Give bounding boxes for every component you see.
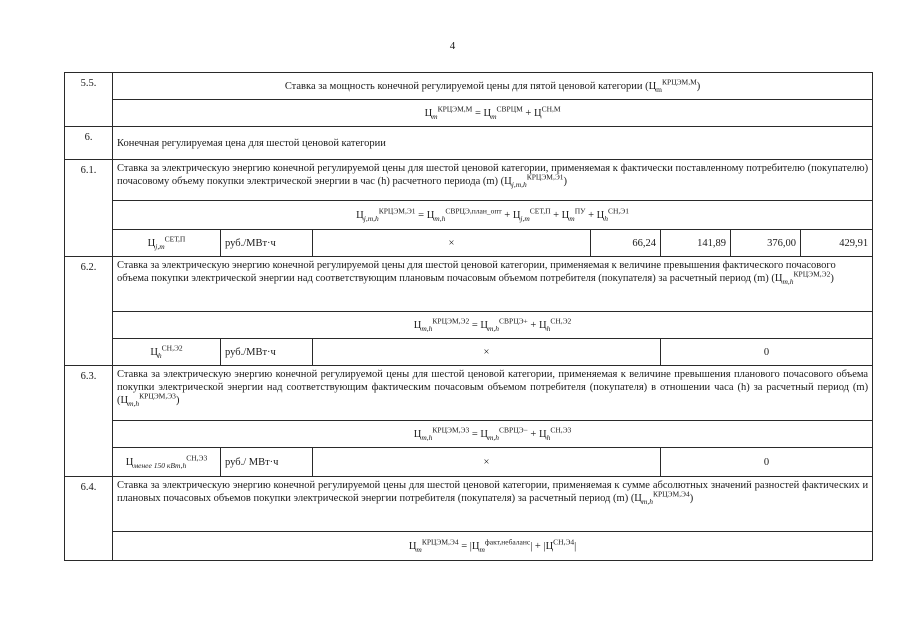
row-description: Ставка за электрическую энергию конечной регулируемой цены для шестой ценовой категории, применяемая к сумме абсолютных значений разностей фактических и плановых почасовых объемов покупки электрической энергии потребителя (покупателя) за расчетный период (m) $(Ц_{m,h}^{КРЦЭМ,Э4})$ xyxy=(113,477,873,532)
formula-row xyxy=(65,312,873,339)
cross-cell: × xyxy=(313,230,591,257)
formula-row xyxy=(65,100,873,127)
value-symbol: $Ц_{менее 150 кВт,h}^{СН,Э3}$ xyxy=(113,448,221,477)
unit-cell: руб./МВт·ч xyxy=(221,339,313,366)
formula-row xyxy=(65,532,873,561)
row-number: 6.1. xyxy=(65,160,113,257)
row-description: Ставка за мощность конечной регулируемой цены для пятой ценовой категории $(Ц_m^{КРЦЭМ,М})$ xyxy=(113,73,873,100)
page-number: 4 xyxy=(449,40,456,52)
formula: $Ц_{m,h}^{КРЦЭМ,Э2} = Ц_{m,h}^{СВРЦЭ+} + Ц_h^{СН,Э2}$ xyxy=(113,312,873,339)
row-number: 5.5. xyxy=(65,73,113,127)
formula: $Ц_{m,h}^{КРЦЭМ,Э3} = Ц_{m,h}^{СВРЦЭ-} + Ц_h^{СН,Э3}$ xyxy=(113,421,873,448)
tariff-table xyxy=(64,72,873,561)
row-6 xyxy=(65,127,873,160)
formula: $Ц_m^{КРЦЭМ,Э4} = |Ц_m^{факт,небаланс}| + |Ц^{СН,Э4}|$ xyxy=(113,532,873,561)
row-number: 6.4. xyxy=(65,477,113,561)
value-symbol: $Ц_h^{СН,Э2}$ xyxy=(113,339,221,366)
value-cell: 376,00 xyxy=(731,230,801,257)
values-row xyxy=(65,339,873,366)
row-6-3 xyxy=(65,366,873,421)
row-5-5 xyxy=(65,73,873,100)
cross-cell: × xyxy=(313,448,661,477)
value-symbol: $Ц_{j,m}^{СЕТ,П}$ xyxy=(113,230,221,257)
row-description: Конечная регулируемая цена для шестой ценовой категории xyxy=(113,127,873,160)
cross-cell: × xyxy=(313,339,661,366)
row-6-4 xyxy=(65,477,873,532)
row-number: 6. xyxy=(65,127,113,160)
values-row xyxy=(65,448,873,477)
row-number: 6.2. xyxy=(65,257,113,366)
formula-row xyxy=(65,421,873,448)
value-cell: 0 xyxy=(661,339,873,366)
values-row xyxy=(65,230,873,257)
unit-cell: руб./ МВт·ч xyxy=(221,448,313,477)
row-description: Ставка за электрическую энергию конечной регулируемой цены для шестой ценовой категории, применяемая к величине превышения фактического почасового объема покупки электрической энергии над соответствующим плановым почасовым объемом потребителя (покупателя) за расчетный период (m) $(Ц_{m,h}^{КРЦЭМ,Э2})$ xyxy=(113,257,873,312)
unit-cell: руб./МВт·ч xyxy=(221,230,313,257)
formula-row xyxy=(65,201,873,230)
value-cell: 141,89 xyxy=(661,230,731,257)
formula: $Ц_m^{КРЦЭМ,М} = Ц_m^{СВРЦМ} + Ц^{СН,М}$ xyxy=(113,100,873,127)
formula: $Ц_{j,m,h}^{КРЦЭМ,Э1} = Ц_{m,h}^{СВРЦЭ,план\_опт} + Ц_{j,m}^{СЕТ,П} + Ц_m^{ПУ} + Ц_h^{СН,Э1}$ xyxy=(113,201,873,230)
row-description: Ставка за электрическую энергию конечной регулируемой цены для шестой ценовой категории, применяемая к величине превышения планового почасового объема покупки электрической энергии над соответствующим фактическим почасовым объемом потребителя (покупателя) в отношении часа (h) за расчетный период (m) $(Ц_{m,h}^{КРЦЭМ,Э3})$ xyxy=(113,366,873,421)
row-description: Ставка за электрическую энергию конечной регулируемой цены для шестой ценовой категории, применяемая к фактически поставленному потребителю (покупателю) почасовому объему покупки электрической энергии в час (h) расчетного периода (m) $(Ц_{j,m,h}^{КРЦЭМ,Э1})$ xyxy=(113,160,873,201)
row-6-2 xyxy=(65,257,873,312)
row-6-1 xyxy=(65,160,873,201)
value-cell: 0 xyxy=(661,448,873,477)
value-cell: 429,91 xyxy=(801,230,873,257)
value-cell: 66,24 xyxy=(591,230,661,257)
row-number: 6.3. xyxy=(65,366,113,477)
